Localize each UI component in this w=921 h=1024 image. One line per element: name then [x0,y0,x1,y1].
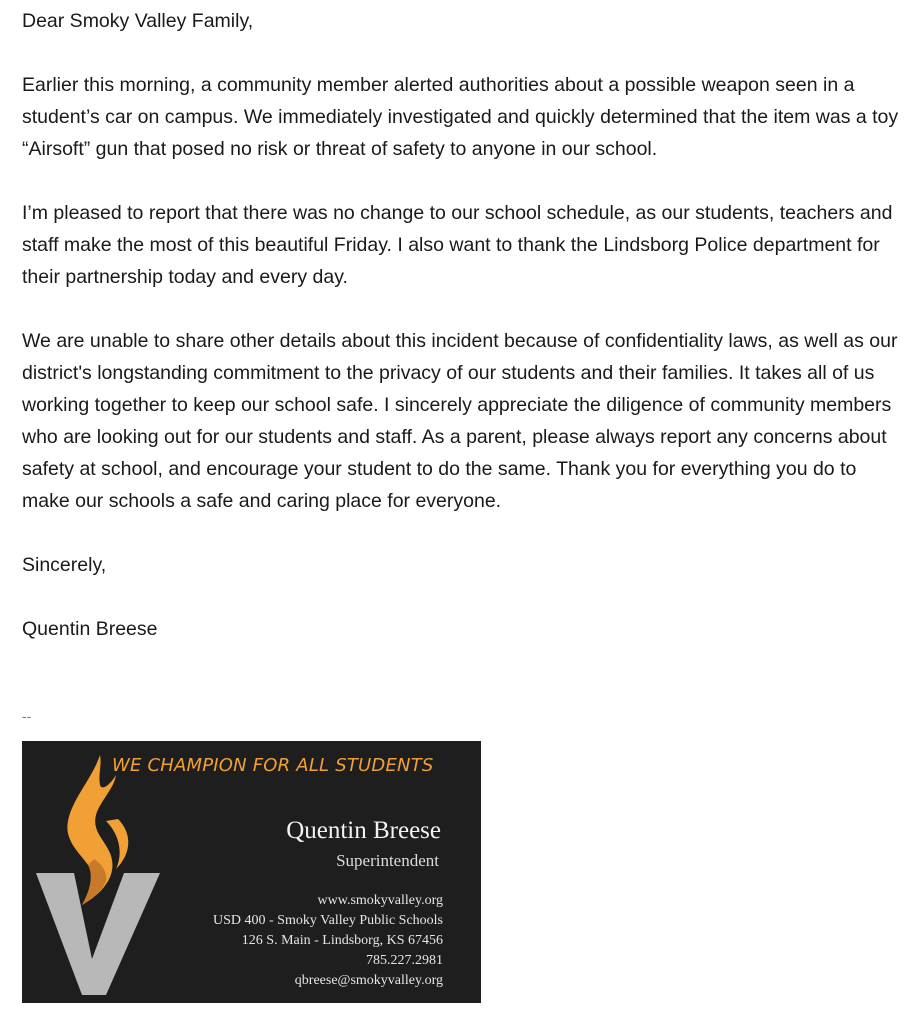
email-closing: Sincerely, [22,554,107,576]
email-paragraph-1: Earlier this morning, a community member alerted authorities about a possible weapon seen in a student’s car on campus. We immediately investigated and quickly determined that the item was a toy “Airsoft” gun that posed no risk or threat of safety to anyone in our school. [22,74,899,160]
card-website: www.smokyvalley.org [317,893,443,908]
email-signer: Quentin Breese [22,618,158,640]
email-paragraph-3: We are unable to share other details about this incident because of confidentiality laws, as well as our district's longstanding commitment to the privacy of our students and their families. It takes all of us working together to keep our school safe. I sincerely appreciate the diligence of community members who are looking out for our students and staff. As a parent, please always report any concerns about safety at school, and encourage your student to do the same. Thank you for everything you do to make our schools a safe and caring place for everyone. [22,330,898,512]
card-title: Superintendent [336,851,439,870]
email-greeting: Dear Smoky Valley Family, [22,10,254,32]
email-body [22,5,902,677]
card-district: USD 400 - Smoky Valley Public Schools [213,913,443,928]
smoky-valley-flame-logo-icon [22,741,202,1003]
card-email: qbreese@smokyvalley.org [294,973,443,988]
card-phone: 785.227.2981 [366,953,443,968]
card-contact-details [213,891,443,991]
card-slogan: WE CHAMPION FOR ALL STUDENTS [112,755,434,776]
card-name: Quentin Breese [286,817,441,844]
signature-separator: -- [22,708,32,724]
email-paragraph-2: I’m pleased to report that there was no change to our school schedule, as our students, teachers and staff make the most of this beautiful Friday. I also want to thank the Lindsborg Police department for their partnership today and every day. [22,202,893,288]
card-address: 126 S. Main - Lindsborg, KS 67456 [241,933,443,948]
signature-card [22,741,481,1003]
